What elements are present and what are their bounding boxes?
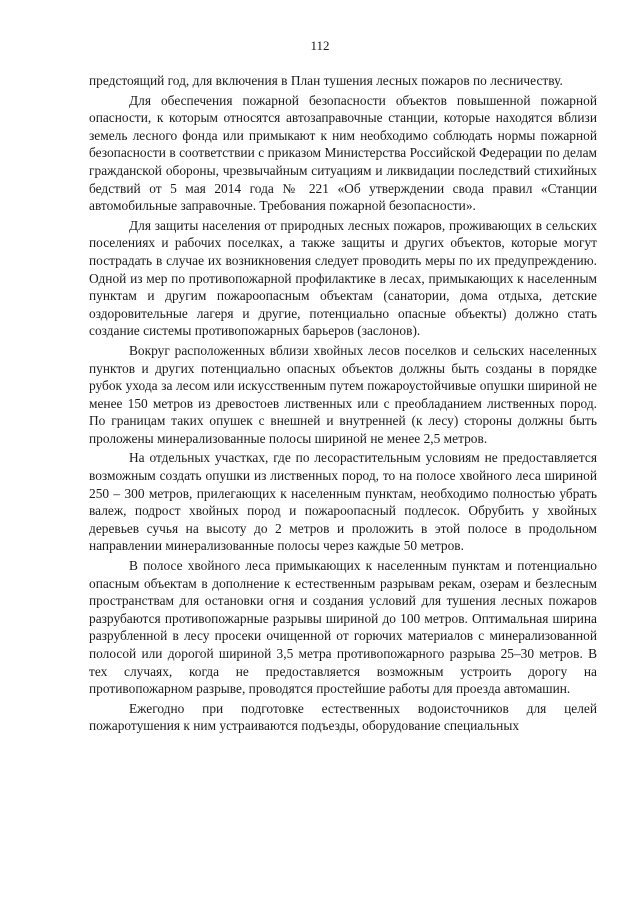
page-number: 112 (310, 38, 330, 53)
paragraph-firebreaks: В полосе хвойного леса примыкающих к населенным пунктам и потенциально опасным объектам в дополнение к естественным разрывам рекам, озерам и безлесным пространствам для остановки огня и создания условий для тушения лесных пожаров разрубаются противопожарные разрывы шириной до 100 метров. Оптимальная ширина разрубленной в лесу просеки очищенной от горючих материалов с минерализованной полосой или дорогой шириной 3,5 метра противопожарного разрыва 25–30 метров. В тех случаях, когда не предоставляется возможным устроить дорогу на противопожарном разрыве, проводятся простейшие работы для проезда автомашин. (89, 558, 597, 697)
paragraph-continuation: предстоящий год, для включения в План тушения лесных пожаров по лесничеству. (89, 73, 563, 88)
document-body (89, 72, 597, 735)
paragraph-gas-stations: Для обеспечения пожарной безопасности объектов повышенной пожарной опасности, к которым относятся автозаправочные станции, которые находятся вблизи земель лесного фонда или примыкают к ним необходимо соблюдать нормы пожарной безопасности в соответствии с приказом Министерства Российской Федерации по делам гражданской обороны, чрезвычайным ситуациям и ликвидации последствий стихийных бедствий от 5 мая 2014 года № 221 «Об утверждении свода правил «Станции автомобильные заправочные. Требования пожарной безопасности». (89, 92, 597, 214)
paragraph-water-sources: Ежегодно при подготовке естественных водоисточников для целей пожаротушения к ним устраиваются подъезды, оборудование специальных (89, 700, 597, 734)
paragraph-fire-resistant-edges: Вокруг расположенных вблизи хвойных лесов поселков и сельских населенных пунктов и других потенциально опасных объектов должны быть созданы в порядке рубок ухода за лесом или искусственным путем пожароустойчивые опушки шириной не менее 150 метров из древостоев лиственных или с преобладанием лиственных пород. По границам таких опушек с внешней и внутренней (к лесу) стороны должны быть проложены минерализованные полосы шириной не менее 2,5 метров. (89, 342, 597, 446)
paragraph-separate-plots: На отдельных участках, где по лесорастительным условиям не предоставляется возможным создать опушки из лиственных пород, то на полосе хвойного леса шириной 250 – 300 метров, прилегающих к населенным пунктам, необходимо полностью убрать валеж, подрост хвойных пород и пожароопасный подлесок. Обрубить у хвойных деревьев сучья на высоту до 2 метров и проложить в этой полосе в продольном направлении минерализованные полосы через каждые 50 метров. (89, 450, 597, 554)
paragraph-population-protection: Для защиты населения от природных лесных пожаров, проживающих в сельских поселениях и рабочих поселках, а также защиты и других объектов, которые могут пострадать в случае их возникновения следует проводить меры по их предупреждению. Одной из мер по противопожарной профилактике в лесах, примыкающих к населенным пунктам и другим пожароопасным объектам (санатории, дома отдыха, детские оздоровительные лагеря и другие, потенциально опасные объекты) должно стать создание системы противопожарных барьеров (заслонов). (89, 217, 597, 339)
